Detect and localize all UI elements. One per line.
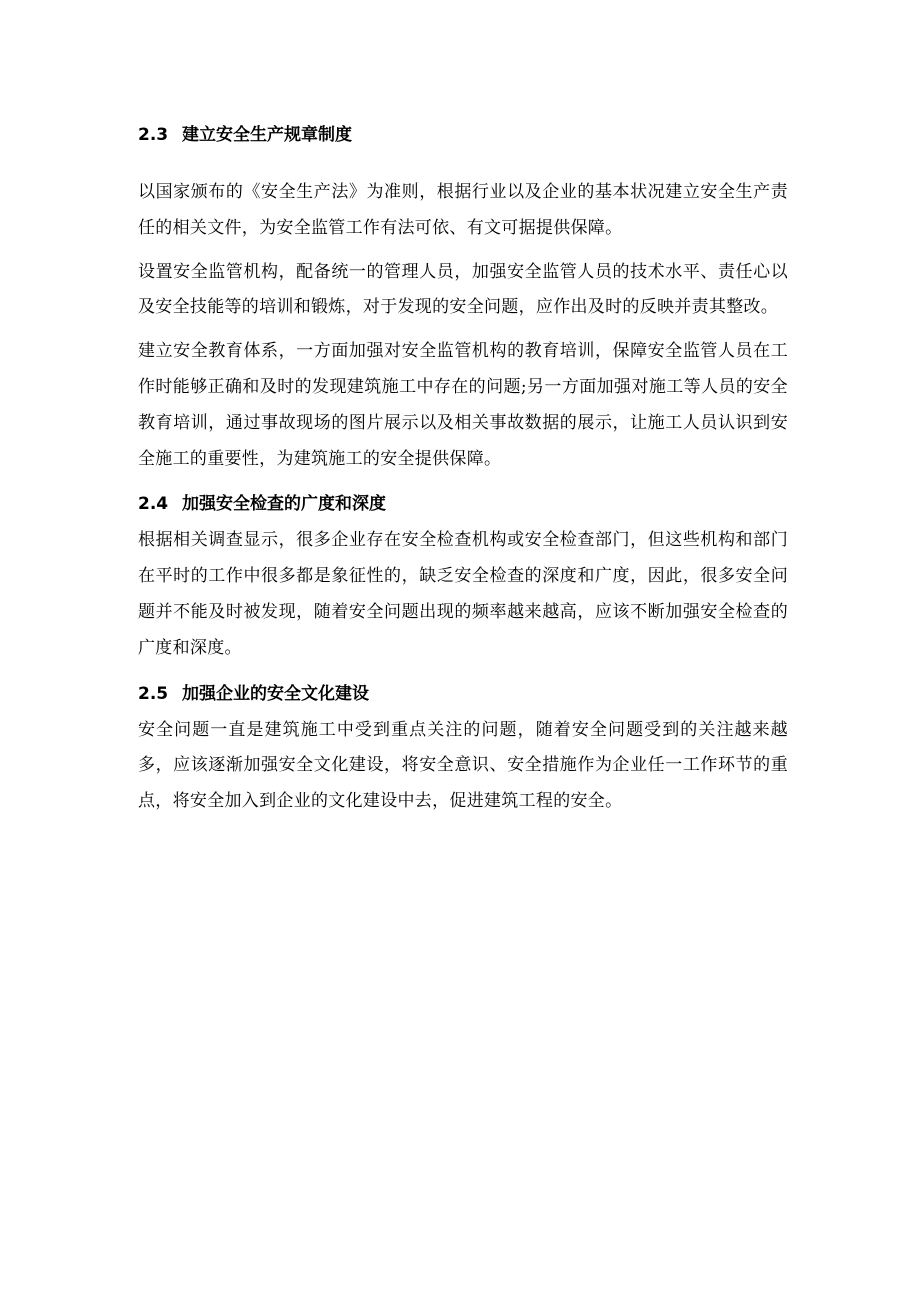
- section-number: 2.4: [138, 494, 169, 515]
- section-heading-2-4: [138, 485, 788, 523]
- paragraph: 安全问题一直是建筑施工中受到重点关注的问题，随着安全问题受到的关注越来越多，应该逐渐加强安全文化建设，将安全意识、安全措施作为企业任一工作环节的重点，将安全加入到企业的文化建设中去，促进建筑工程的安全。: [138, 719, 788, 812]
- section-title: 加强安全检查的广度和深度: [182, 494, 386, 515]
- section-heading-2-3: [138, 116, 788, 154]
- section-number: 2.5: [138, 683, 169, 704]
- section-title: 加强企业的安全文化建设: [182, 683, 369, 704]
- paragraph: 设置安全监管机构，配备统一的管理人员，加强安全监管人员的技术水平、责任心以及安全技能等的培训和锻炼，对于发现的安全问题，应作出及时的反映并责其整改。: [138, 261, 788, 318]
- paragraph: 根据相关调查显示，很多企业存在安全检查机构或安全检查部门，但这些机构和部门在平时的工作中很多都是象征性的，缺乏安全检查的深度和广度，因此，很多安全问题并不能及时被发现，随着安全问题出现的频率越来越高，应该不断加强安全检查的广度和深度。: [138, 530, 788, 658]
- paragraph: 以国家颁布的《安全生产法》为准则，根据行业以及企业的基本状况建立安全生产责任的相关文件，为安全监管工作有法可依、有文可据提供保障。: [138, 182, 788, 238]
- section-title: 建立安全生产规章制度: [182, 125, 352, 145]
- document-body: [138, 116, 788, 828]
- paragraph: 建立安全教育体系，一方面加强对安全监管机构的教育培训，保障安全监管人员在工作时能够正确和及时的发现建筑施工中存在的问题;另一方面加强对施工等人员的安全教育培训，通过事故现场的图片展示以及相关事故数据的展示，让施工人员认识到安全施工的重要性，为建筑施工的安全提供保障。: [138, 341, 788, 469]
- section-number: 2.3: [138, 125, 169, 145]
- section-heading-2-5: [138, 675, 788, 713]
